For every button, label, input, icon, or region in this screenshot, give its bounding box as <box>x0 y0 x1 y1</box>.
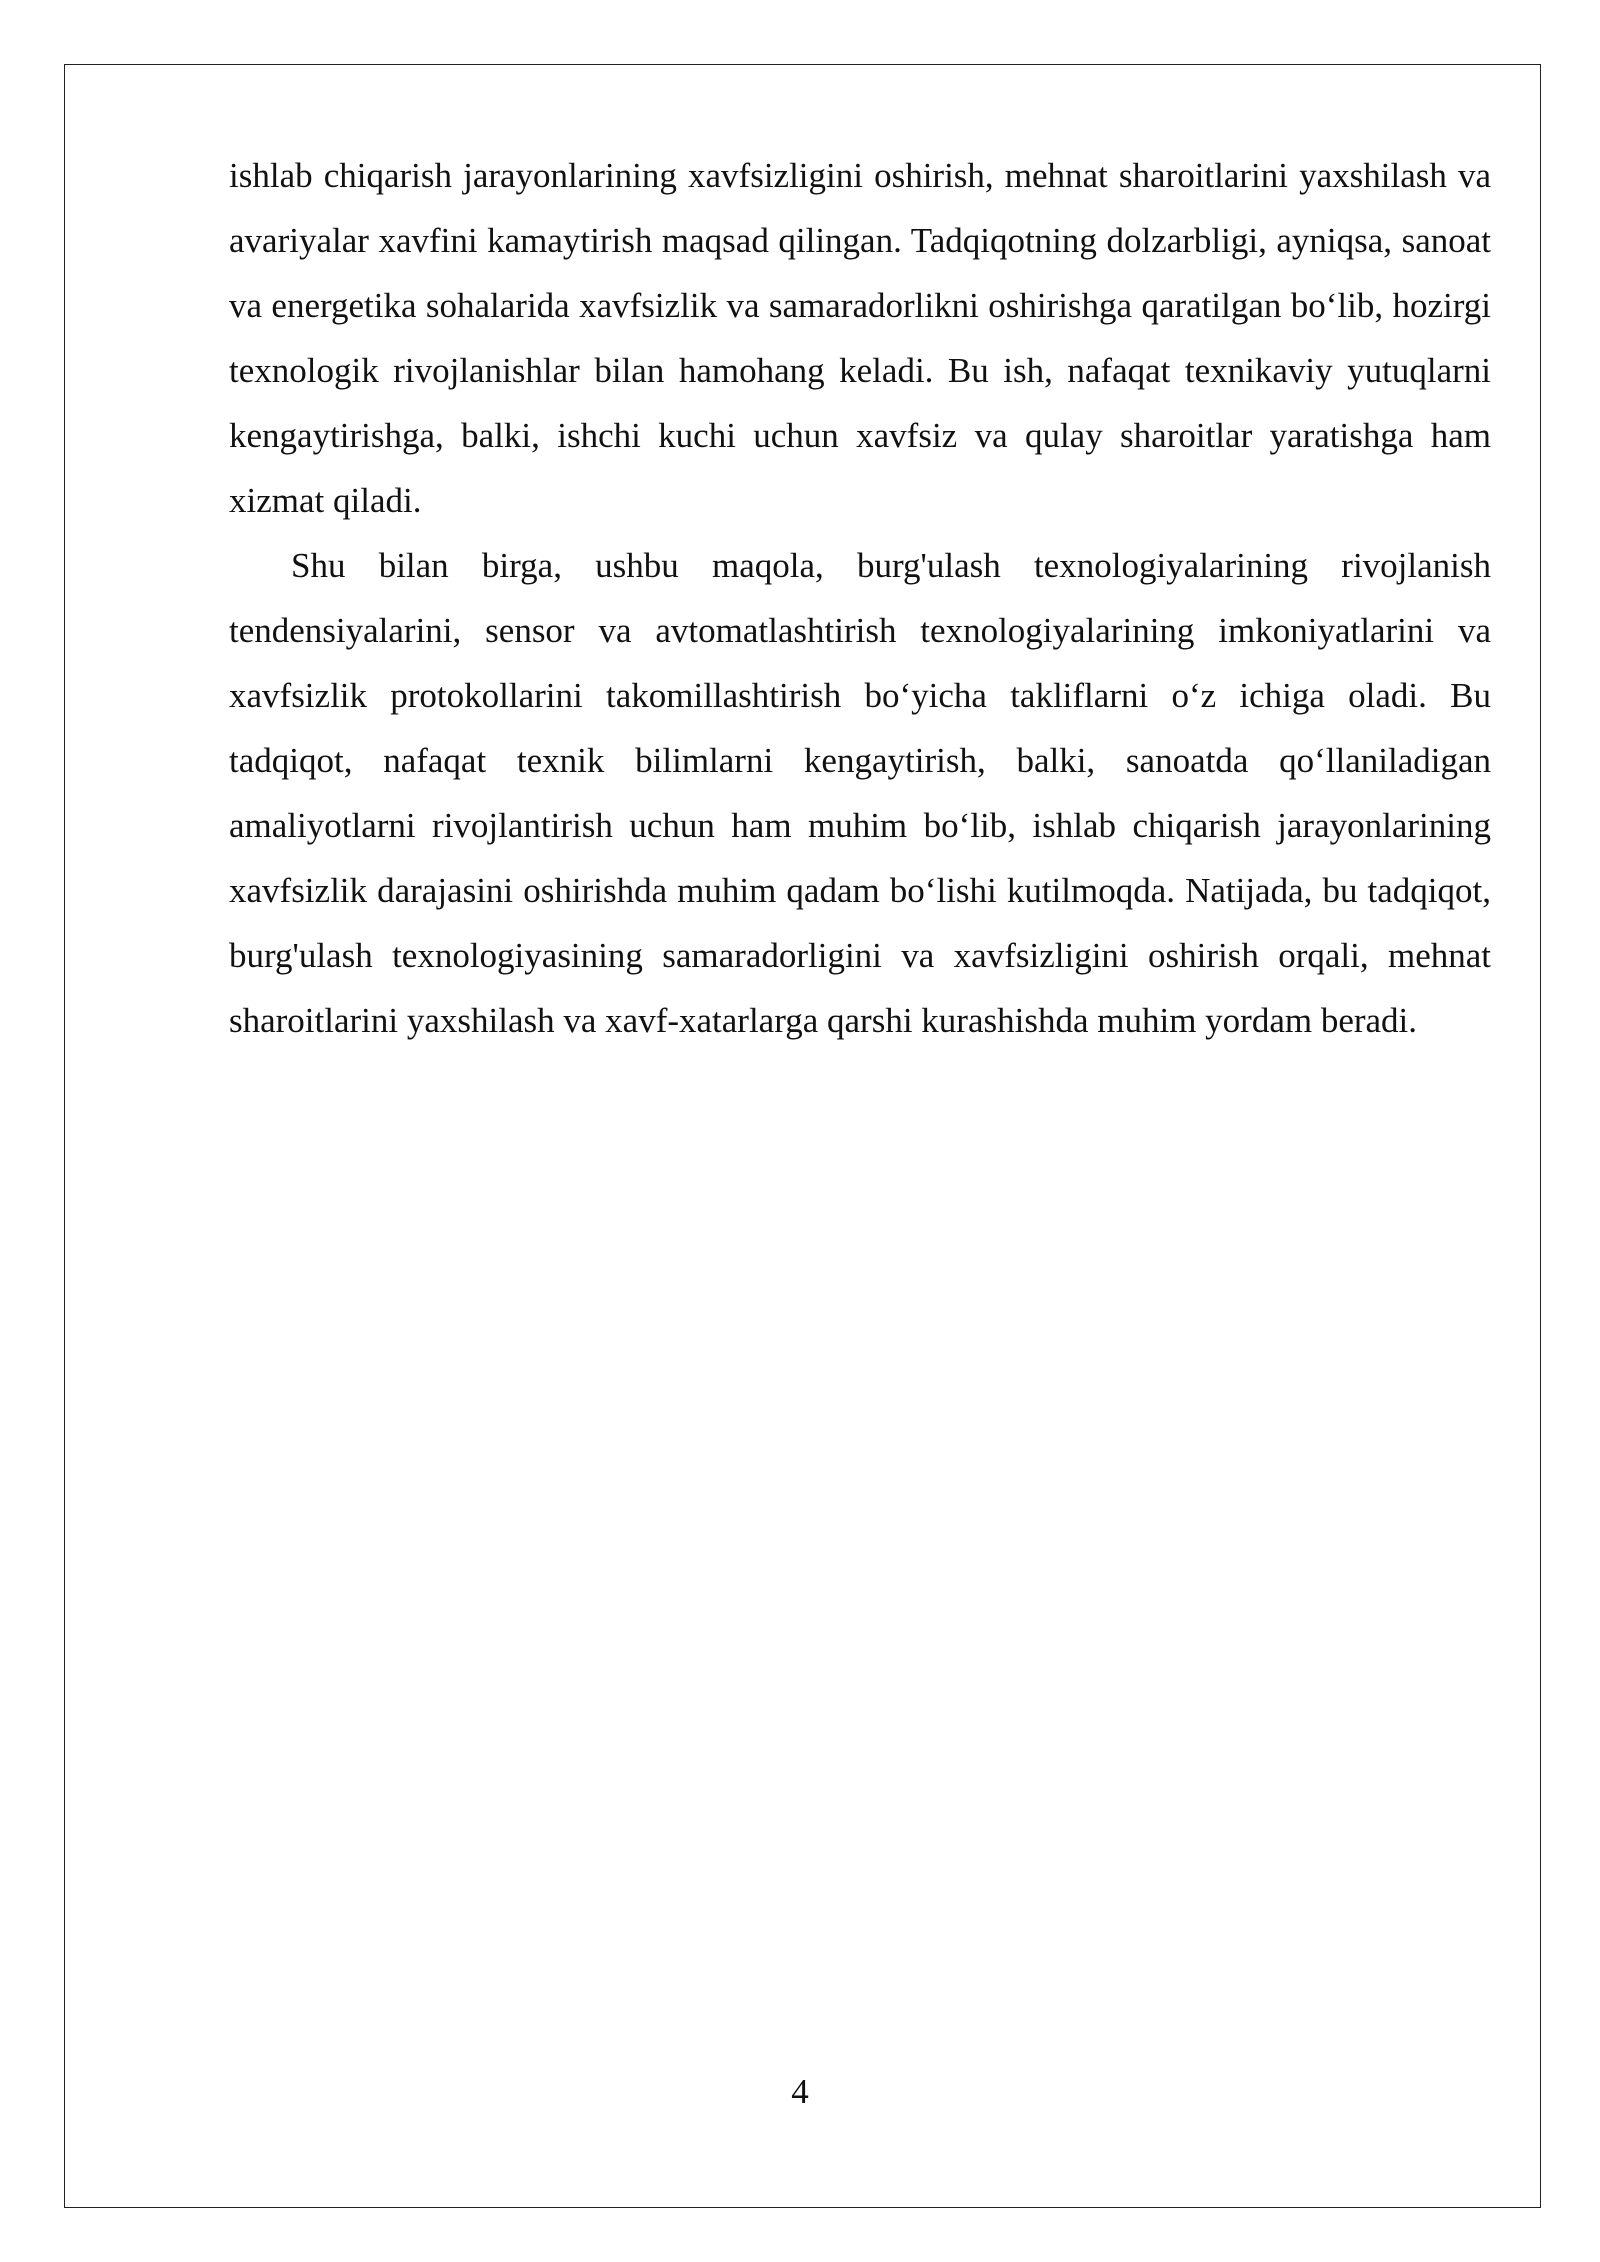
paragraph-main: Shu bilan birga, ushbu maqola, burg'ulash texnologiyalarining rivojlanish tendensiyalarini, sensor va avtomatlashtirish texnologiyalarining imkoniyatlarini va xavfsizlik protokollarini takomillashtirish bo‘yicha takliflarni o‘z ichiga oladi. Bu tadqiqot, nafaqat texnik bilimlarni kengaytirish, balki, sanoatda qo‘llaniladigan amaliyotlarni rivojlantirish uchun ham muhim bo‘lib, ishlab chiqarish jarayonlarining xavfsizlik darajasini oshirishda muhim qadam bo‘lishi kutilmoqda. Natijada, bu tadqiqot, burg'ulash texnologiyasining samaradorligini va xavfsizligini oshirish orqali, mehnat sharoitlarini yaxshilash va xavf-xatarlarga qarshi kurashishda muhim yordam beradi. <box>229 546 1491 1040</box>
page-number: 4 <box>791 2072 809 2111</box>
paragraph-continuation: ishlab chiqarish jarayonlarining xavfsizligini oshirish, mehnat sharoitlarini yaxshilash va avariyalar xavfini kamaytirish maqsad qilingan. Tadqiqotning dolzarbligi, ayniqsa, sanoat va energetika sohalarida xavfsizlik va samaradorlikni oshirishga qaratilgan bo‘lib, hozirgi texnologik rivojlanishlar bilan hamohang keladi. Bu ish, nafaqat texnikaviy yutuqlarni kengaytirishga, balki, ishchi kuchi uchun xavfsiz va qulay sharoitlar yaratishga ham xizmat qiladi. <box>229 156 1491 520</box>
body-text <box>229 143 1491 1053</box>
